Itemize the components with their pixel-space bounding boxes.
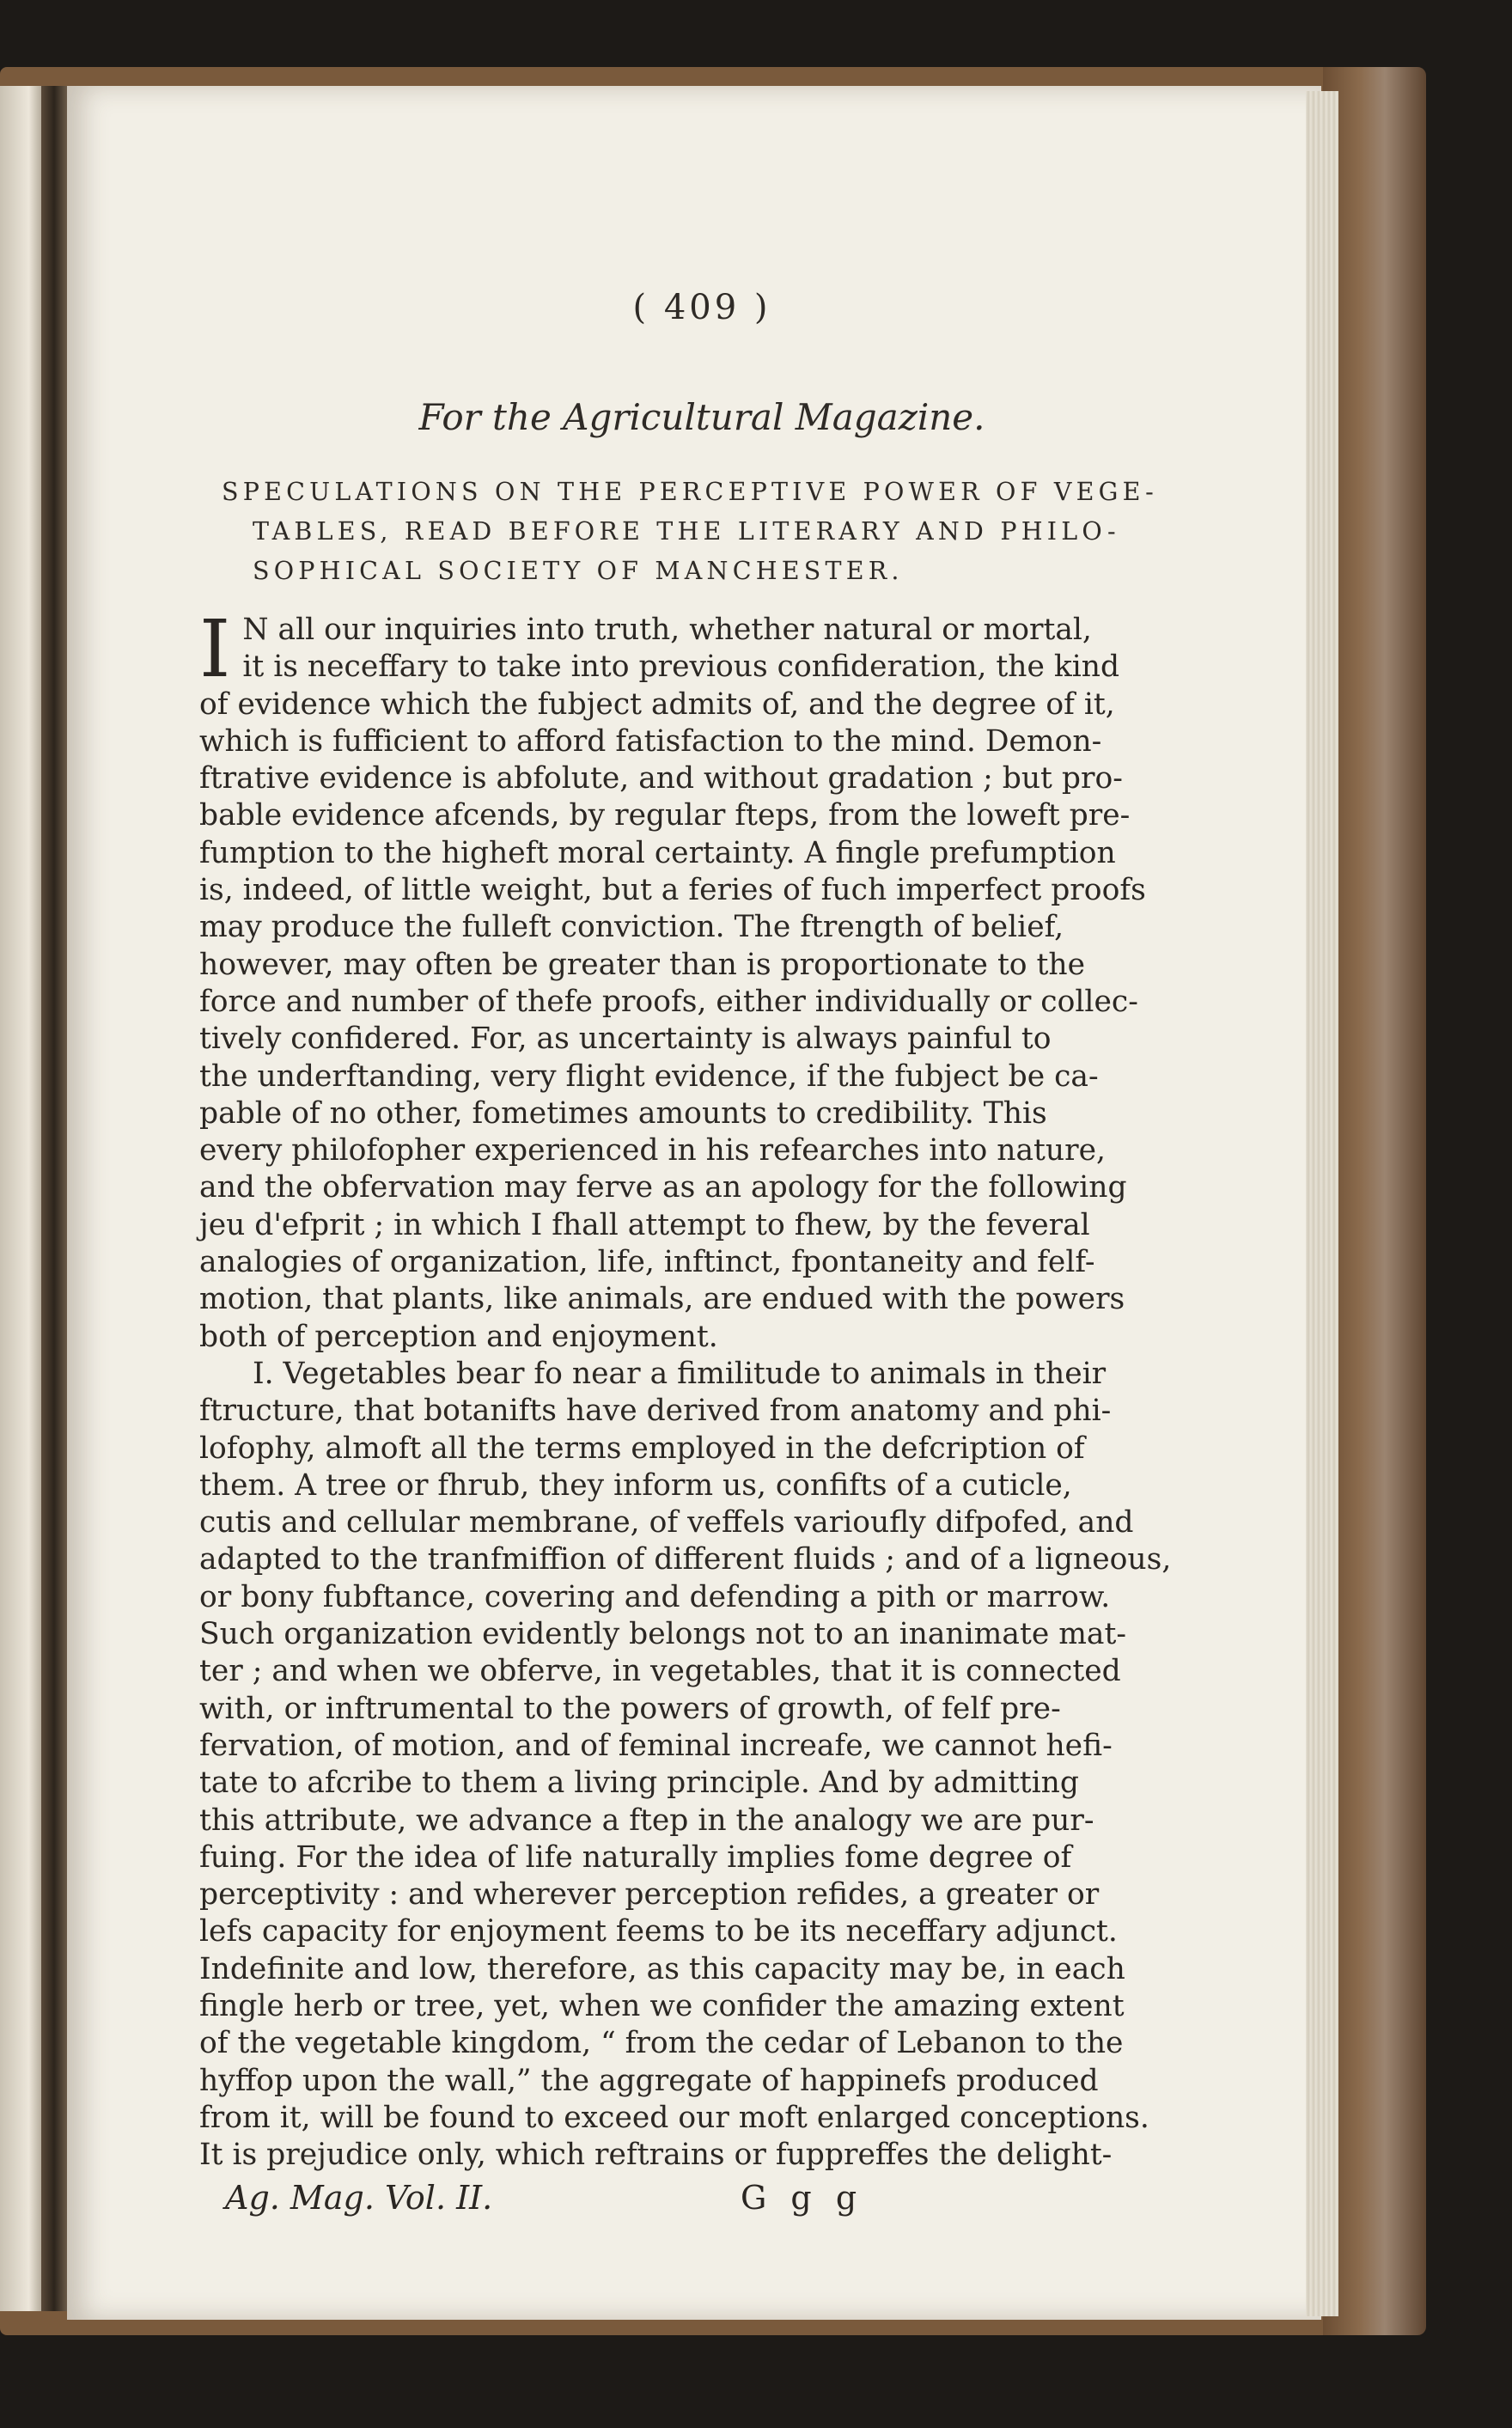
text-line: or bony fubftance, covering and defending a pith or marrow. (199, 1579, 1111, 1614)
text-line: ter ; and when we obferve, in vegetables, that it is connected (199, 1654, 1121, 1689)
text-line: It is prejudice only, which reftrains or fuppreffes the delight- (199, 2138, 1113, 2173)
article-body (199, 603, 1172, 2174)
text-line: tively confidered. For, as uncertainty is always painful to (199, 1022, 1052, 1057)
text-line: perceptivity : and wherever perception refides, a greater or (199, 1877, 1100, 1913)
text-line: it is neceffary to take into previous confideration, the kind (242, 650, 1120, 685)
text-line: hyffop upon the wall,” the aggregate of happinefs produced (199, 2063, 1099, 2098)
heading-line: TABLES, READ BEFORE THE LITERARY AND PHILO- (253, 517, 1120, 546)
page-footer (199, 2179, 1170, 2222)
text-line: N all our inquiries into truth, whether natural or mortal, (242, 613, 1092, 647)
text-line: analogies of organization, life, inftinct, fpontaneity and felf- (199, 1245, 1095, 1280)
text-line: which is fufficient to afford fatisfaction to the mind. Demon- (199, 723, 1102, 759)
text-line: lefs capacity for enjoyment feems to be its neceffary adjunct. (199, 1914, 1118, 1949)
article-heading (222, 473, 1170, 591)
page-stack-edge (1306, 91, 1338, 2316)
text-line: I. Vegetables bear fo near a fimilitude to animals in their (253, 1356, 1107, 1391)
text-line: is, indeed, of little weight, but a feries of fuch imperfect proofs (199, 873, 1146, 908)
text-line: may produce the fulleft conviction. The ftrength of belief, (199, 910, 1064, 945)
text-line: Such organization evidently belongs not to an inanimate mat- (199, 1617, 1127, 1652)
text-line: adapted to the tranfmiffion of different fluids ; and of a ligneous, (199, 1542, 1172, 1577)
text-line: both of perception and enjoyment. (199, 1319, 718, 1354)
heading-line: SOPHICAL SOCIETY OF MANCHESTER. (253, 557, 904, 585)
text-line: fuing. For the idea of life naturally implies fome degree of (199, 1839, 1072, 1875)
text-line: of the vegetable kingdom, “ from the cedar of Lebanon to the (199, 2026, 1124, 2061)
left-page-edge (0, 86, 41, 2311)
text-line: cutis and cellular membrane, of veffels varioufly difpofed, and (199, 1505, 1134, 1540)
text-line: fervation, of motion, and of feminal increafe, we cannot hefi- (199, 1728, 1113, 1763)
text-line: lofophy, almoft all the terms employed in the defcription of (199, 1431, 1085, 1466)
text-line: motion, that plants, like animals, are endued with the powers (199, 1282, 1125, 1317)
text-line: and the obfervation may ferve as an apology for the following (199, 1170, 1127, 1205)
text-line: ftructure, that botanifts have derived from anatomy and phi- (199, 1394, 1112, 1429)
text-line: jeu d'efprit ; in which I fhall attempt to fhew, by the feveral (199, 1207, 1090, 1242)
text-line: fingle herb or tree, yet, when we confider the amazing extent (199, 1988, 1125, 2023)
text-line: Indefinite and low, therefore, as this capacity may be, in each (199, 1951, 1125, 1986)
book-gutter (41, 86, 67, 2311)
text-line: every philofopher experienced in his refearches into nature, (199, 1133, 1106, 1168)
text-line: ftrative evidence is abfolute, and without gradation ; but pro- (199, 761, 1123, 796)
text-line: however, may often be greater than is proportionate to the (199, 947, 1086, 982)
footer-signature: Ag. Mag. Vol. II. (225, 2179, 493, 2218)
footer-gathering-mark: G g g (741, 2179, 864, 2218)
book-cover-edge (1323, 67, 1426, 2335)
page-text-block (199, 288, 1170, 2222)
heading-line: SPECULATIONS ON THE PERCEPTIVE POWER OF VEGE- (222, 478, 1158, 506)
text-line: the underftanding, very flight evidence, if the fubject be ca- (199, 1058, 1099, 1094)
text-line: pable of no other, fometimes amounts to credibility. This (199, 1095, 1047, 1131)
text-line: from it, will be found to exceed our moft enlarged conceptions. (199, 2100, 1149, 2135)
text-line: of evidence which the fubject admits of, and the degree of it, (199, 686, 1115, 722)
text-line: force and number of thefe proofs, either individually or collec- (199, 984, 1138, 1019)
source-line: For the Agricultural Magazine. (418, 396, 985, 438)
text-line: bable evidence afcends, by regular fteps, from the loweft pre- (199, 798, 1131, 833)
text-line: them. A tree or fhrub, they inform us, confifts of a cuticle, (199, 1467, 1072, 1503)
text-line: with, or inftrumental to the powers of growth, of felf pre- (199, 1691, 1061, 1726)
page-number: ( 409 ) (632, 288, 771, 327)
text-line: tate to afcribe to them a living principle. And by admitting (199, 1766, 1079, 1801)
text-line: fumption to the higheft moral certainty. A fingle prefumption (199, 835, 1116, 870)
text-line: this attribute, we advance a ftep in the analogy we are pur- (199, 1803, 1094, 1838)
drop-cap: I (199, 603, 231, 695)
